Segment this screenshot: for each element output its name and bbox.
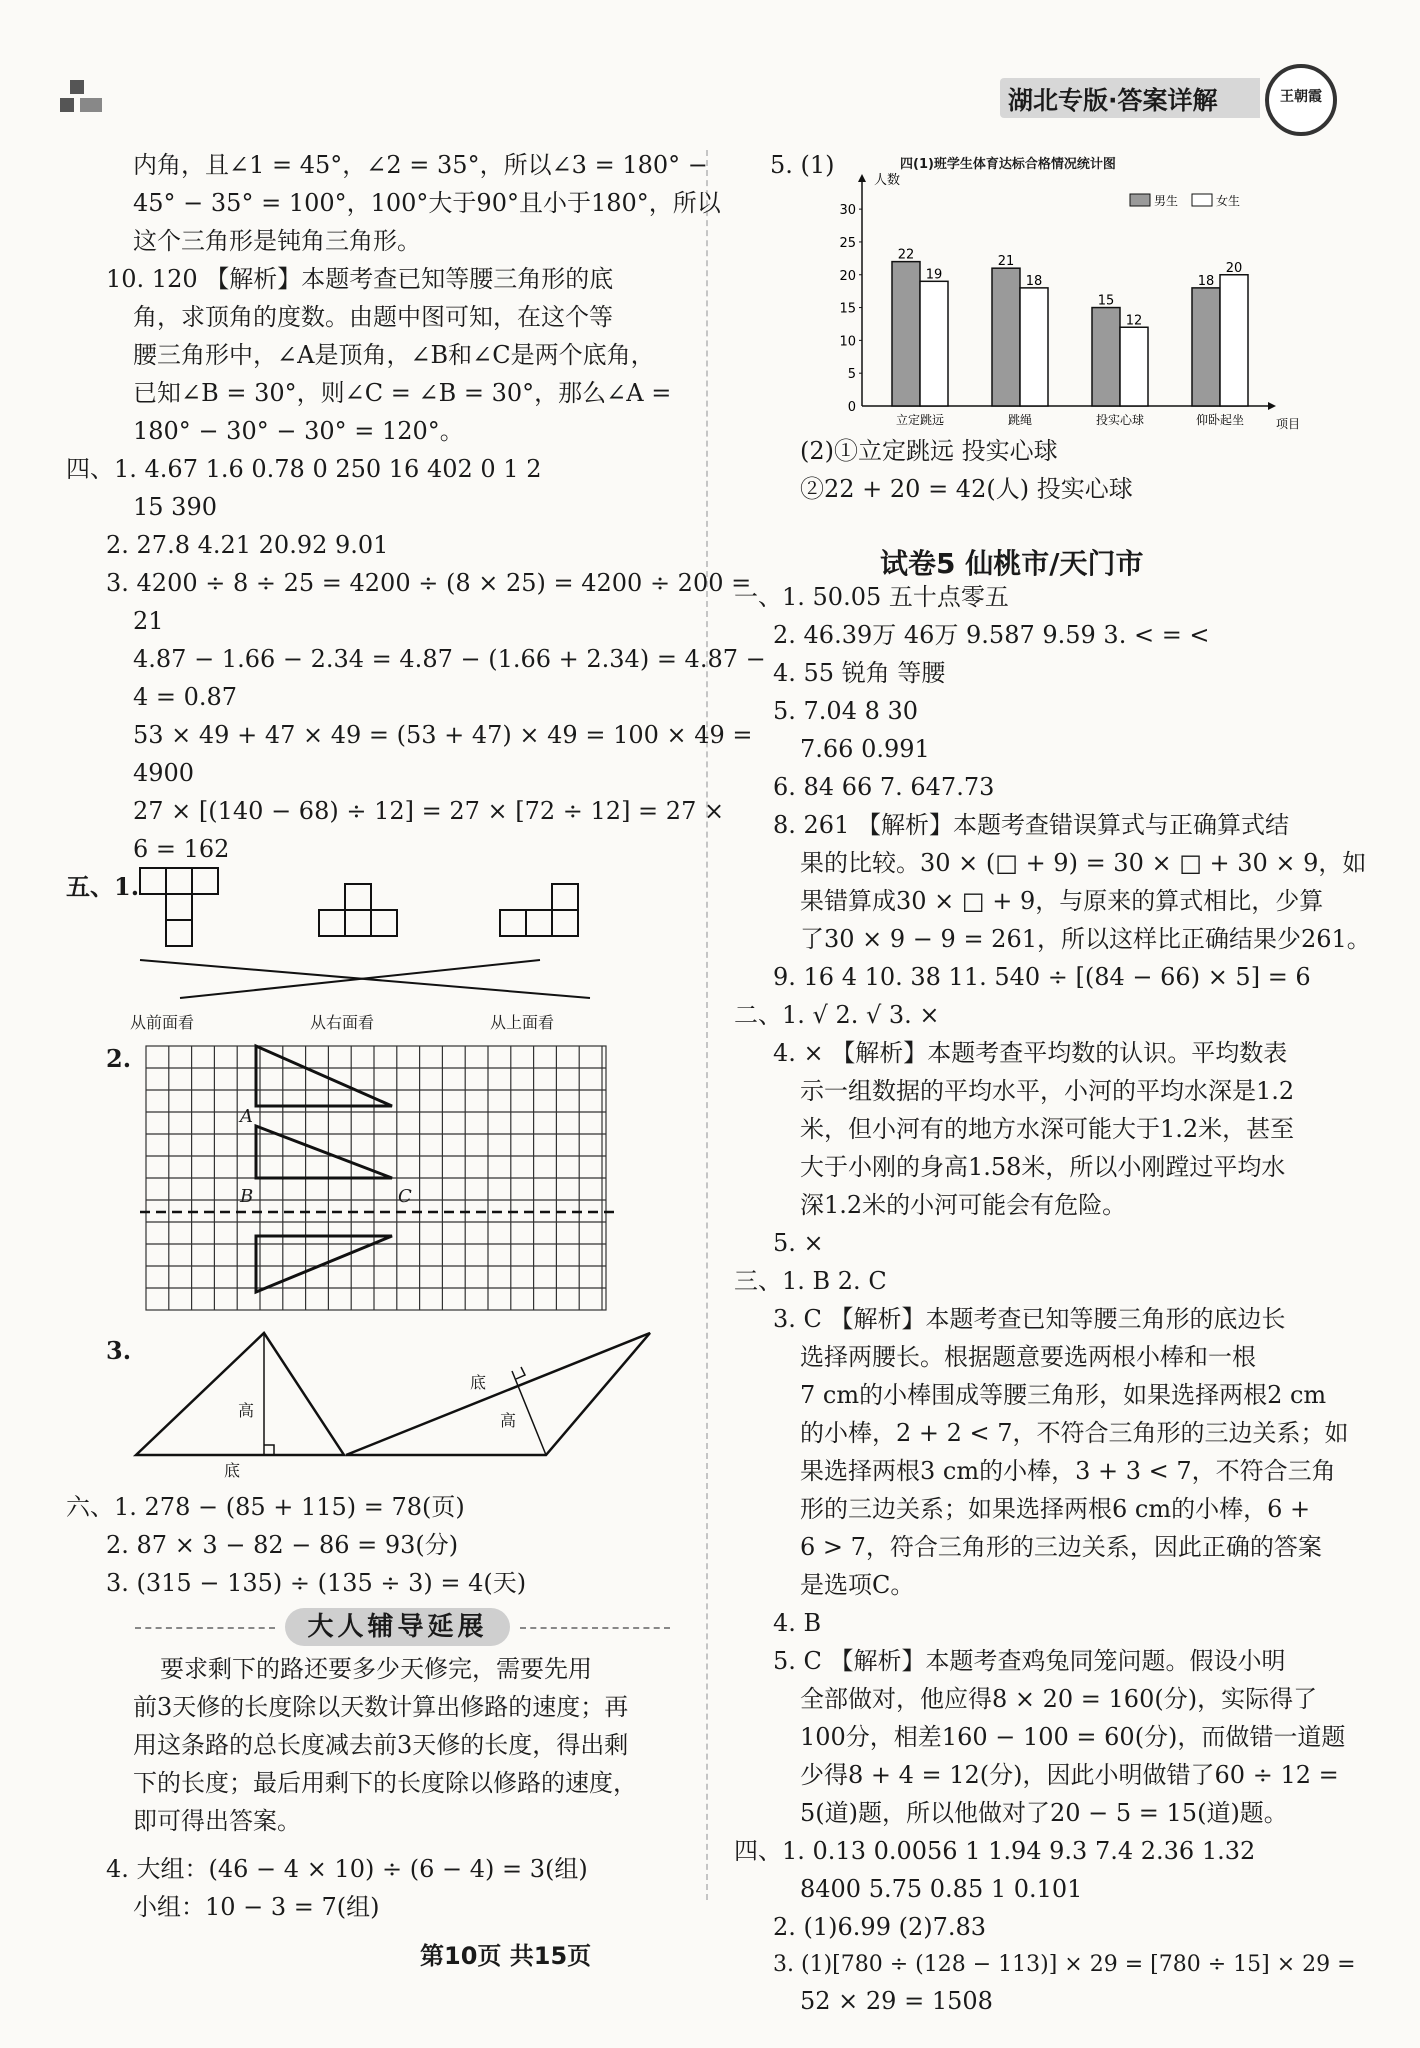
bar-chart	[830, 172, 1301, 432]
left-line-4: 角，求顶角的度数。由题中图可知，在这个等	[133, 303, 613, 331]
right-line-36: 四、1. 0.13 0.0056 1 1.94 9.3 7.4 2.36 1.32	[734, 1837, 1256, 1865]
right-line-20: 5. ×	[773, 1229, 824, 1257]
corner-square-2	[60, 98, 74, 112]
banner-rule-right	[520, 1627, 670, 1629]
right-line-21: 三、1. B 2. C	[734, 1267, 887, 1295]
right-line-34: 少得8 + 4 = 12(分)，因此小明做错了60 ÷ 12 =	[800, 1761, 1339, 1789]
y-tick-label: 0	[847, 400, 856, 415]
legend-swatch-male	[1130, 194, 1150, 206]
right-line-8: 6. 84 66 7. 647.73	[773, 773, 995, 801]
right-line-24: 7 cm的小棒围成等腰三角形，如果选择两根2 cm	[800, 1381, 1327, 1409]
bar-value-label: 21	[997, 254, 1015, 270]
right-line-3: 一、1. 50.05 五十点零五	[734, 583, 1009, 611]
logo-text: 王朝霞	[1280, 89, 1322, 105]
right-line-31: 5. C 【解析】本题考查鸡兔同笼问题。假设小明	[773, 1647, 1286, 1675]
x-axis-label: 项目	[1276, 417, 1301, 431]
x-axis-arrow	[1268, 402, 1276, 410]
right-line-1: (2)①立定跳远 投实心球	[800, 437, 1058, 465]
left-line-11: 3. 4200 ÷ 8 ÷ 25 = 4200 ÷ (8 × 25) = 4200 ÷ 200 =	[106, 569, 752, 597]
bar-value-label: 22	[897, 247, 915, 263]
right-line-22: 3. C 【解析】本题考查已知等腰三角形的底边长	[773, 1305, 1286, 1333]
banner: 大人辅导延展	[285, 1608, 510, 1646]
right-line-26: 果选择两根3 cm的小棒，3 + 3 < 7，不符合三角	[800, 1457, 1336, 1485]
right-line-35: 5(道)题，所以他做对了20 − 5 = 15(道)题。	[800, 1799, 1288, 1827]
left-line-21: 3.	[106, 1336, 132, 1365]
logo	[1265, 64, 1337, 136]
right-line-29: 是选项C。	[800, 1571, 915, 1599]
corner-square-1	[70, 80, 84, 94]
bar-female	[920, 281, 948, 406]
bar-value-label: 18	[1025, 273, 1043, 289]
left-line-23: 2. 87 × 3 − 82 − 86 = 93(分)	[106, 1531, 459, 1559]
triangles-figure	[130, 1325, 660, 1465]
left-line-1: 45° − 35° = 100°，100°大于90°且小于180°，所以	[133, 189, 721, 217]
triangle-height-label-1: 高	[238, 1401, 255, 1420]
left-line-15: 53 × 49 + 47 × 49 = (53 + 47) × 49 = 100 × 49 =	[133, 721, 753, 749]
right-line-17: 米，但小河有的地方水深可能大于1.2米，甚至	[800, 1115, 1295, 1143]
left-line-27: 用这条路的总长度减去前3天修的长度，得出剩	[133, 1731, 629, 1759]
bar-value-label: 12	[1125, 313, 1143, 329]
y-tick-label: 20	[839, 268, 856, 284]
right-line-37: 8400 5.75 0.85 1 0.101	[800, 1875, 1083, 1903]
views-figure	[120, 860, 640, 1030]
left-line-31: 小组：10 − 3 = 7(组)	[133, 1893, 380, 1921]
right-line-2: ②22 + 20 = 42(人) 投实心球	[800, 475, 1133, 503]
left-line-19: 五、1.	[66, 872, 140, 901]
bar-value-label: 19	[925, 267, 943, 283]
right-line-15: 4. × 【解析】本题考查平均数的认识。平均数表	[773, 1039, 1288, 1067]
left-line-2: 这个三角形是钝角三角形。	[133, 227, 421, 255]
right-line-14: 二、1. √ 2. √ 3. ×	[734, 1001, 940, 1029]
right-line-38: 2. (1)6.99 (2)7.83	[773, 1913, 987, 1941]
left-line-20: 2.	[106, 1044, 132, 1073]
triangle-base-label-2: 底	[470, 1373, 487, 1392]
banner-rule-left	[135, 1627, 275, 1629]
bar-male	[1092, 308, 1120, 406]
left-line-3: 10. 120 【解析】本题考查已知等腰三角形的底	[106, 265, 614, 293]
right-line-6: 5. 7.04 8 30	[773, 697, 919, 725]
y-tick-label: 10	[839, 334, 856, 350]
right-line-30: 4. B	[773, 1609, 822, 1637]
bar-female	[1220, 275, 1248, 406]
legend-label-male: 男生	[1154, 194, 1179, 208]
grid-label-a: A	[240, 1106, 253, 1127]
right-line-25: 的小棒，2 + 2 < 7，不符合三角形的三边关系；如	[800, 1419, 1349, 1447]
right-line-28: 6 > 7，符合三角形的三边关系，因此正确的答案	[800, 1533, 1322, 1561]
left-line-14: 4 = 0.87	[133, 683, 238, 711]
left-line-10: 2. 27.8 4.21 20.92 9.01	[106, 531, 389, 559]
right-line-33: 100分，相差160 − 100 = 60(分)，而做错一道题	[800, 1723, 1346, 1751]
right-line-0: 5. (1)	[770, 151, 835, 179]
x-tick-label: 投实心球	[1095, 413, 1145, 427]
right-line-7: 7.66 0.991	[800, 735, 930, 763]
y-tick-label: 15	[839, 301, 856, 317]
right-line-27: 形的三边关系；如果选择两根6 cm的小棒，6 +	[800, 1495, 1311, 1523]
left-line-24: 3. (315 − 135) ÷ (135 ÷ 3) = 4(天)	[106, 1569, 527, 1597]
right-line-19: 深1.2米的小河可能会有危险。	[800, 1191, 1127, 1219]
right-line-9: 8. 261 【解析】本题考查错误算式与正确算式结	[773, 811, 1289, 839]
triangle-height-label-2: 高	[500, 1411, 517, 1430]
bar-male	[1192, 288, 1220, 406]
right-line-32: 全部做对，他应得8 × 20 = 160(分)，实际得了	[800, 1685, 1318, 1713]
left-line-26: 前3天修的长度除以天数计算出修路的速度；再	[133, 1693, 629, 1721]
right-line-23: 选择两腰长。根据题意要选两根小棒和一根	[800, 1343, 1256, 1371]
right-line-5: 4. 55 锐角 等腰	[773, 659, 946, 687]
page-footer: 第10页 共15页	[420, 1942, 592, 1970]
bar-value-label: 20	[1225, 260, 1243, 276]
right-line-11: 果错算成30 × □ + 9，与原来的算式相比，少算	[800, 887, 1324, 915]
left-line-9: 15 390	[133, 493, 217, 521]
bar-male	[892, 262, 920, 406]
right-line-12: 了30 × 9 − 9 = 261，所以这样比正确结果少261。	[800, 925, 1371, 953]
left-line-17: 27 × [(140 − 68) ÷ 12] = 27 × [72 ÷ 12] = 27 ×	[133, 797, 725, 825]
left-line-18: 6 = 162	[133, 835, 230, 863]
legend-label-female: 女生	[1216, 194, 1241, 208]
left-line-7: 180° − 30° − 30° = 120°。	[133, 417, 464, 445]
grid-figure	[140, 1040, 620, 1320]
bar-female	[1120, 327, 1148, 406]
left-line-5: 腰三角形中，∠A是顶角，∠B和∠C是两个底角，	[133, 341, 655, 369]
left-line-13: 4.87 − 1.66 − 2.34 = 4.87 − (1.66 + 2.34) = 4.87 −	[133, 645, 766, 673]
bar-value-label: 15	[1097, 293, 1115, 309]
triangle-base-label-1: 底	[224, 1461, 241, 1480]
view-label-top: 从上面看	[490, 1013, 555, 1032]
left-line-30: 4. 大组：(46 − 4 × 10) ÷ (6 − 4) = 3(组)	[106, 1855, 588, 1883]
bar-male	[992, 268, 1020, 406]
left-line-29: 即可得出答案。	[133, 1807, 301, 1835]
legend-swatch-female	[1192, 194, 1212, 206]
right-line-13: 9. 16 4 10. 38 11. 540 ÷ [(84 − 66) × 5] = 6	[773, 963, 1311, 991]
y-axis-label: 人数	[874, 173, 901, 188]
right-line-18: 大于小刚的身高1.58米，所以小刚蹚过平均水	[800, 1153, 1286, 1181]
x-tick-label: 仰卧起坐	[1195, 413, 1245, 427]
y-axis-arrow	[858, 174, 866, 182]
y-tick-label: 25	[839, 235, 856, 251]
right-line-10: 果的比较。30 × (□ + 9) = 30 × □ + 30 × 9，如	[800, 849, 1367, 877]
left-line-22: 六、1. 278 − (85 + 115) = 78(页)	[66, 1493, 465, 1521]
x-tick-label: 立定跳远	[895, 413, 945, 427]
x-tick-label: 跳绳	[1007, 413, 1033, 427]
section-title: 试卷5 仙桃市/天门市	[880, 547, 1144, 580]
left-line-16: 4900	[133, 759, 195, 787]
right-line-4: 2. 46.39万 46万 9.587 9.59 3. < = <	[773, 621, 1210, 649]
grid-label-b: B	[240, 1186, 254, 1207]
y-tick-label: 5	[847, 367, 856, 383]
header-title: 湖北专版·答案详解	[1008, 86, 1218, 115]
left-line-0: 内角，且∠1 = 45°，∠2 = 35°，所以∠3 = 180° −	[133, 151, 708, 179]
left-line-28: 下的长度；最后用剩下的长度除以修路的速度，	[133, 1769, 637, 1797]
view-label-front: 从前面看	[130, 1013, 195, 1032]
left-line-25: 要求剩下的路还要多少天修完，需要先用	[160, 1655, 592, 1683]
view-label-right: 从右面看	[310, 1013, 375, 1032]
column-divider	[706, 150, 708, 1900]
left-line-6: 已知∠B = 30°，则∠C = ∠B = 30°，那么∠A =	[133, 379, 672, 407]
left-line-12: 21	[133, 607, 164, 635]
right-line-39: 3. (1)[780 ÷ (128 − 113)] × 29 = [780 ÷ 15] × 29 =	[773, 1952, 1356, 1977]
bar-value-label: 18	[1197, 273, 1215, 289]
y-tick-label: 30	[839, 203, 856, 219]
bar-female	[1020, 288, 1048, 406]
left-line-8: 四、1. 4.67 1.6 0.78 0 250 16 402 0 1 2	[66, 455, 542, 483]
right-line-16: 示一组数据的平均水平，小河的平均水深是1.2	[800, 1077, 1295, 1105]
corner-square-3	[80, 98, 102, 112]
chart-title: 四(1)班学生体育达标合格情况统计图	[900, 157, 1116, 172]
grid-label-c: C	[398, 1186, 412, 1207]
right-line-40: 52 × 29 = 1508	[800, 1987, 993, 2015]
